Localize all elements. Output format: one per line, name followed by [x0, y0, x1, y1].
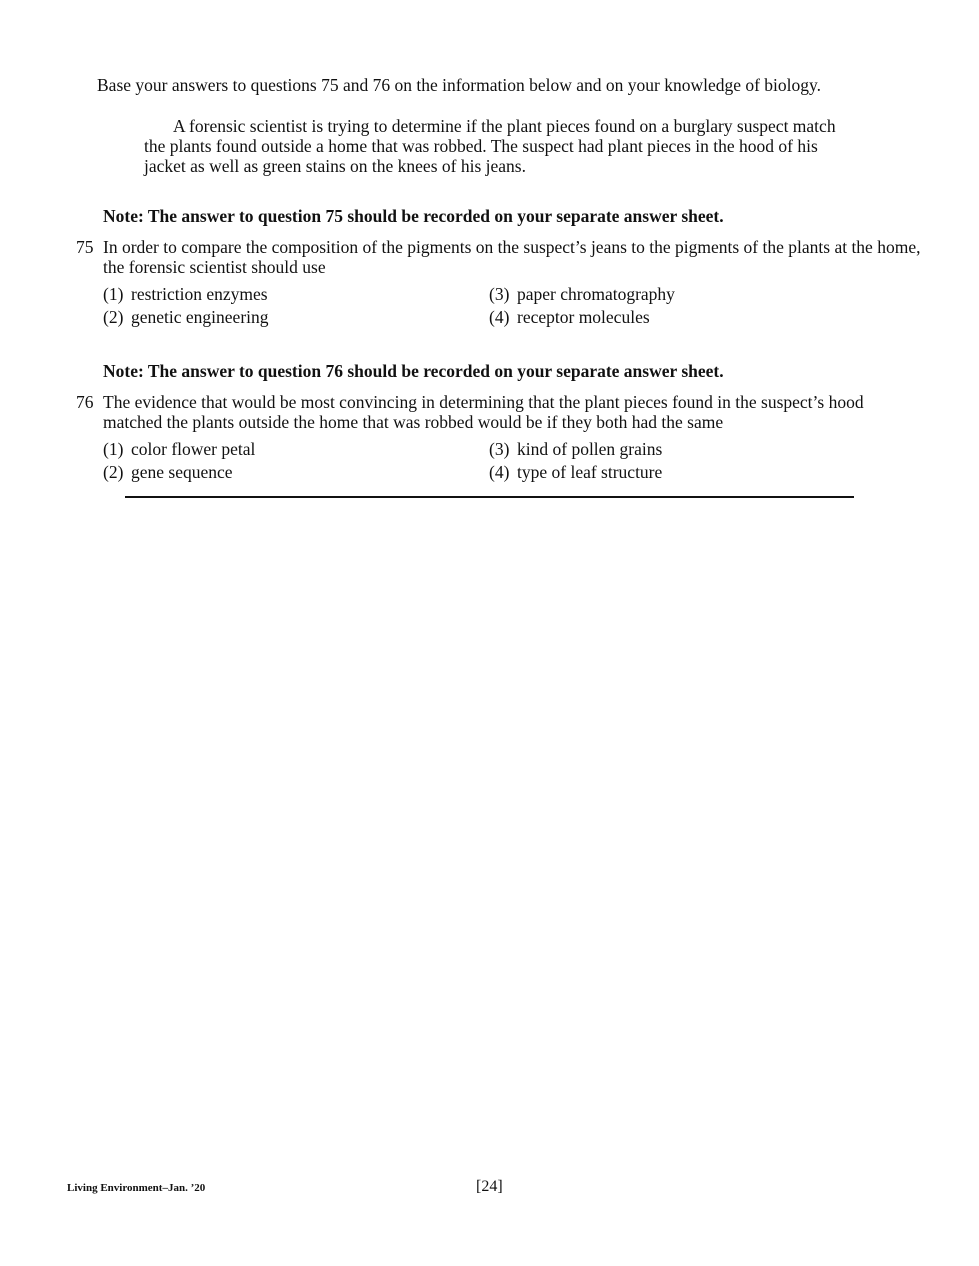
intro-instructions: Base your answers to questions 75 and 76 on the information below and on your knowledge of biology. — [97, 75, 822, 95]
choice-number: (2) — [103, 307, 124, 327]
choice-item — [489, 283, 675, 306]
question-number: 76 — [76, 392, 94, 412]
choice-number: (3) — [489, 439, 510, 459]
choice-text: gene sequence — [131, 462, 233, 482]
choice-number: (1) — [103, 284, 124, 304]
page-number: [24] — [476, 1178, 503, 1195]
question-75 — [76, 237, 921, 277]
note-q75: Note: The answer to question 75 should be recorded on your separate answer sheet. — [103, 206, 724, 226]
choice-item — [103, 461, 233, 484]
note-q76: Note: The answer to question 76 should be recorded on your separate answer sheet. — [103, 361, 724, 381]
choice-item — [489, 306, 650, 329]
question-text: In order to compare the composition of the pigments on the suspect’s jeans to the pigments of the plants at the home, the forensic scientist should use — [103, 237, 921, 277]
choice-item — [489, 438, 662, 461]
choice-item — [103, 438, 255, 461]
question-text: The evidence that would be most convincing in determining that the plant pieces found in the suspect’s hood matched the plants outside the home that was robbed would be if they both had the same — [103, 392, 864, 432]
passage-text: A forensic scientist is trying to determine if the plant pieces found on a burglary suspect match the plants found outside a home that was robbed. The suspect had plant pieces in the hood of his jacket as well as green stains on the knees of his jeans. — [144, 116, 836, 176]
choice-item — [103, 306, 269, 329]
choice-number: (3) — [489, 284, 510, 304]
passage — [144, 116, 844, 176]
choice-text: receptor molecules — [517, 307, 650, 327]
question-number: 75 — [76, 237, 94, 257]
choice-number: (4) — [489, 307, 510, 327]
footer-exam-title: Living Environment–Jan. ’20 — [67, 1182, 206, 1194]
choice-text: paper chromatography — [517, 284, 675, 304]
choice-text: genetic engineering — [131, 307, 269, 327]
choice-number: (2) — [103, 462, 124, 482]
choice-number: (4) — [489, 462, 510, 482]
section-divider — [125, 496, 854, 498]
choice-number: (1) — [103, 439, 124, 459]
choice-item — [103, 283, 268, 306]
choice-text: type of leaf structure — [517, 462, 663, 482]
choice-text: color flower petal — [131, 439, 256, 459]
choice-item — [489, 461, 662, 484]
choice-text: kind of pollen grains — [517, 439, 663, 459]
question-76 — [76, 392, 921, 432]
choice-text: restriction enzymes — [131, 284, 268, 304]
